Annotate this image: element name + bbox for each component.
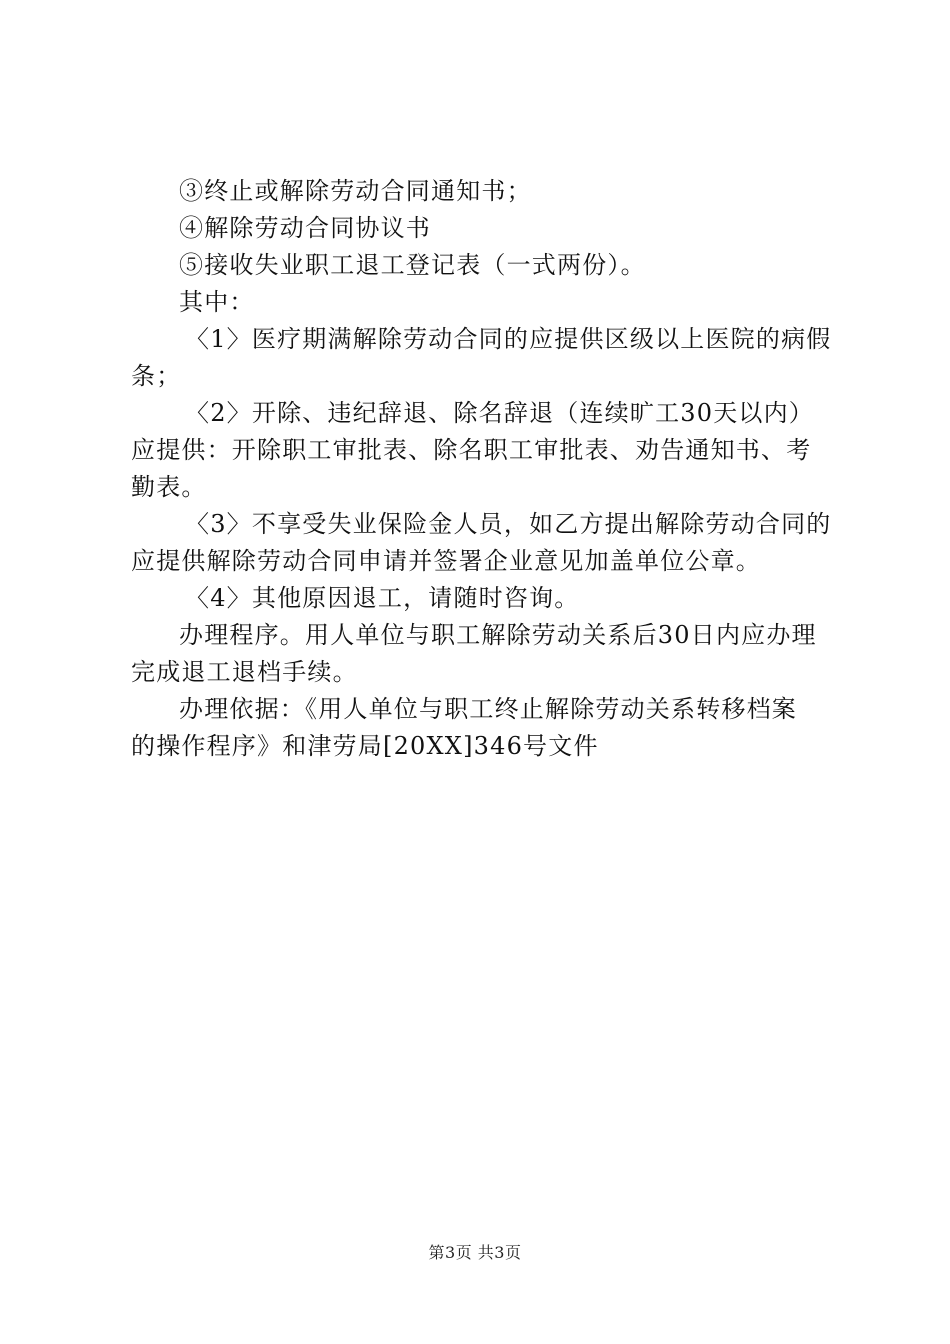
list-item-registration-form: ⑤接收失业职工退工登记表（一式两份）。 xyxy=(179,251,646,279)
basis-line-1: 办理依据：《用人单位与职工终止解除劳动关系转移档案 xyxy=(179,695,797,723)
list-item-termination-agreement: ④解除劳动合同协议书 xyxy=(179,214,431,242)
basis-line-2: 的操作程序》和津劳局[20XX]346号文件 xyxy=(131,732,599,760)
list-item-termination-notice: ③终止或解除劳动合同通知书； xyxy=(179,177,532,205)
clause-4-line-1: 〈4〉其他原因退工，请随时咨询。 xyxy=(185,584,580,612)
clause-3-line-1: 〈3〉不享受失业保险金人员，如乙方提出解除劳动合同的 xyxy=(185,510,832,538)
clause-2-line-3: 勤表。 xyxy=(131,473,207,501)
clause-1-line-2: 条； xyxy=(131,362,182,390)
clause-2-line-1: 〈2〉开除、违纪辞退、除名辞退（连续旷工30天以内） xyxy=(185,399,815,427)
clause-2-line-2: 应提供：开除职工审批表、除名职工审批表、劝告通知书、考 xyxy=(131,436,812,464)
procedure-line-2: 完成退工退档手续。 xyxy=(131,658,358,686)
clause-1-line-1: 〈1〉医疗期满解除劳动合同的应提供区级以上医院的病假 xyxy=(185,325,832,353)
page-number-footer: 第3页 共3页 xyxy=(428,1243,522,1262)
section-label-among: 其中： xyxy=(179,288,255,316)
document-body xyxy=(131,173,831,765)
clause-3-line-2: 应提供解除劳动合同申请并签署企业意见加盖单位公章。 xyxy=(131,547,761,575)
procedure-line-1: 办理程序。用人单位与职工解除劳动关系后30日内应办理 xyxy=(179,621,817,649)
